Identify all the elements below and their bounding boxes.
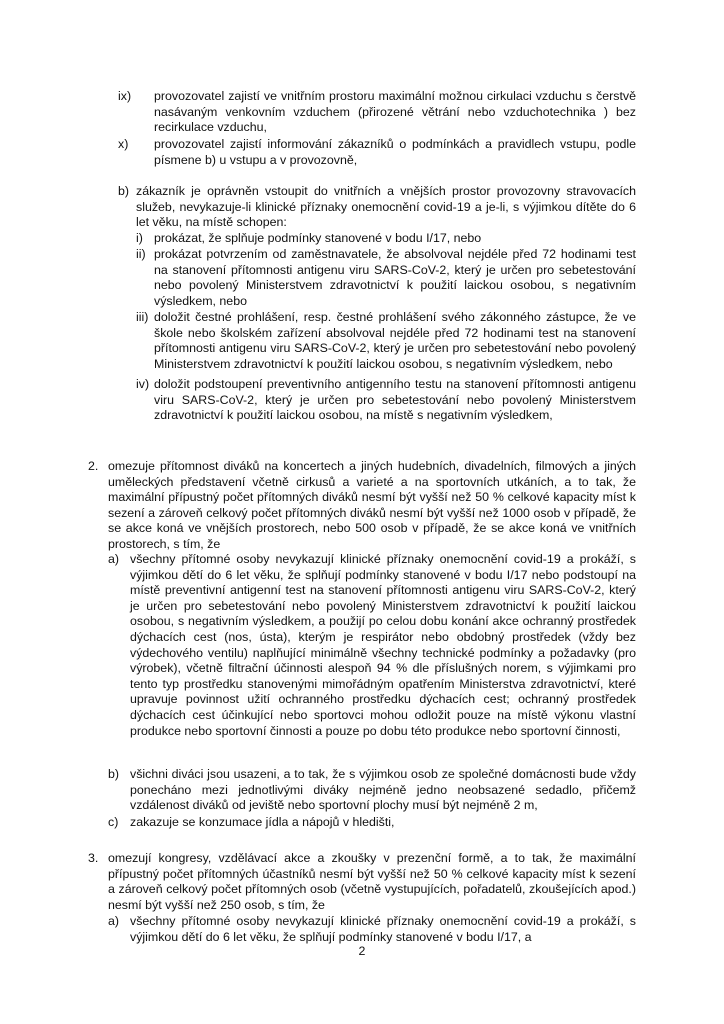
item-marker: a)	[108, 914, 120, 928]
item-text: omezuje přítomnost diváků na koncertech a jiných hudebních, divadelních, filmových a jiných uměleckých představení včetně cirkusů a varieté a na sportovních utkáních, a to tak, že maximální přípustný počet přítomných diváků nesmí být vyšší než 50 % celkové kapacity míst k sezení a zároveň celkový počet přítomných diváků nesmí být vyšší než 1000 osob v případě, že se akce koná ve vnějších prostorech, nebo 500 osob v případě, že se akce koná ve vnitřních prostorech, s tím, že	[108, 459, 636, 551]
item-3a	[108, 914, 636, 945]
item-marker: x)	[118, 137, 129, 151]
item-b-i	[136, 231, 636, 247]
page-number: 2	[358, 944, 366, 958]
item-text: všechny přítomné osoby nevykazují klinické příznaky onemocnění covid-19 a prokáží, s výjimkou dětí do 6 let věku, že splňují podmínky stanovené v bodu I/17 nebo podstoupí na místě preventivní antigenní test na stanovení přítomnosti antigenu viru SARS-CoV-2, který je určen pro sebetestování nebo povolený Ministerstvem zdravotnictví k použití laickou osobou, s negativním výsledkem, a použijí po celou dobu konání akce ochranný prostředek dýchacích cest (nos, ústa), kterým je respirátor nebo obdobný prostředek (vždy bez výdechového ventilu) naplňující minimálně všechny technické podmínky a požadavky (pro výrobek), včetně filtrační účinnosti alespoň 94 % dle příslušných norem, s výjimkami pro tento typ prostředku stanovenými mimořádným opatřením Ministerstva zdravotnictví, které upravuje povinnost užití ochranného prostředku dýchacích cest; ochranný prostředek dýchacích cest účinkující nebo sportovci mohou odložit pouze na místě výkonu vlastní produkce nebo sportovní činnosti a pouze po dobu této produkce nebo sportovní činnosti,	[130, 552, 636, 738]
item-x	[118, 137, 636, 168]
point-3	[88, 851, 636, 913]
item-b-ii	[136, 247, 636, 309]
item-marker: iii)	[136, 310, 149, 324]
item-text: provozovatel zajistí informování zákazníků o podmínkách a pravidlech vstupu, podle písmene b) u vstupu a v provozovně,	[154, 137, 636, 167]
item-marker: ix)	[118, 89, 132, 103]
item-text: všechny přítomné osoby nevykazují klinické příznaky onemocnění covid-19 a prokáží, s výjimkou dětí do 6 let věku, že splňují podmínky stanovené v bodu I/17, a	[130, 914, 636, 944]
item-text: prokázat, že splňuje podmínky stanovené v bodu I/17, nebo	[154, 231, 482, 245]
item-marker: i)	[136, 231, 143, 245]
item-text: doložit podstoupení preventivního antigenního testu na stanovení přítomnosti antigenu viru SARS-CoV-2, který je určen pro sebetestování nebo povolený Ministerstvem zdravotnictví k použití laickou osobou, na místě s negativním výsledkem,	[154, 377, 636, 423]
item-2a	[108, 552, 636, 739]
item-2c	[108, 815, 636, 831]
item-2b	[108, 767, 636, 814]
item-b	[118, 184, 636, 231]
item-marker: b)	[108, 767, 120, 781]
item-text: omezují kongresy, vzdělávací akce a zkoušky v prezenční formě, a to tak, že maximální přípustný počet přítomných účastníků nesmí být vyšší než 50 % celkové kapacity míst k sezení a zároveň celkový počet přítomných osob (včetně vystupujících, pořadatelů, zkoušejících apod.) nesmí být vyšší než 250 osob, s tím, že	[108, 851, 636, 912]
item-b-iii	[136, 310, 636, 372]
item-marker: 2.	[88, 459, 99, 473]
item-text: zakazuje se konzumace jídla a nápojů v hledišti,	[130, 815, 395, 829]
item-text: doložit čestné prohlášení, resp. čestné prohlášení svého zákonného zástupce, že ve škole nebo školském zařízení absolvoval nejdéle před 72 hodinami test na stanovení přítomnosti antigenu viru SARS-CoV-2, který je určen pro sebetestování nebo povolený Ministerstvem zdravotnictví k použití laickou osobou, s negativním výsledkem, nebo	[154, 310, 636, 371]
item-marker: a)	[108, 552, 120, 566]
item-marker: iv)	[136, 377, 150, 391]
item-text: zákazník je oprávněn vstoupit do vnitřních a vnějších prostor provozovny stravovacích služeb, nevykazuje-li klinické příznaky onemocnění covid-19 a je-li, s výjimkou dítěte do 6 let věku, na místě schopen:	[136, 184, 636, 230]
item-text: prokázat potvrzením od zaměstnavatele, že absolvoval nejdéle před 72 hodinami test na stanovení přítomnosti antigenu viru SARS-CoV-2, který je určen pro sebetestování nebo povolený Ministerstvem zdravotnictví k použití laickou osobou, s negativním výsledkem, nebo	[154, 247, 636, 308]
point-2	[88, 459, 636, 553]
item-marker: ii)	[136, 247, 146, 261]
item-marker: c)	[108, 815, 119, 829]
item-marker: 3.	[88, 851, 99, 865]
item-b-iv	[136, 377, 636, 424]
item-text: všichni diváci jsou usazeni, a to tak, že s výjimkou osob ze společné domácnosti bude vždy ponecháno mezi jednotlivými diváky nejméně jedno neobsazené sedadlo, přičemž vzdálenost diváků od jeviště nebo sportovní plochy musí být nejméně 2 m,	[130, 767, 636, 813]
item-marker: b)	[118, 184, 130, 198]
item-text: provozovatel zajistí ve vnitřním prostoru maximální možnou cirkulaci vzduchu s čerstvě nasávaným venkovním vzduchem (přirozené větrání nebo vzduchotechnika ) bez recirkulace vzduchu,	[154, 89, 636, 135]
item-ix	[118, 89, 636, 136]
